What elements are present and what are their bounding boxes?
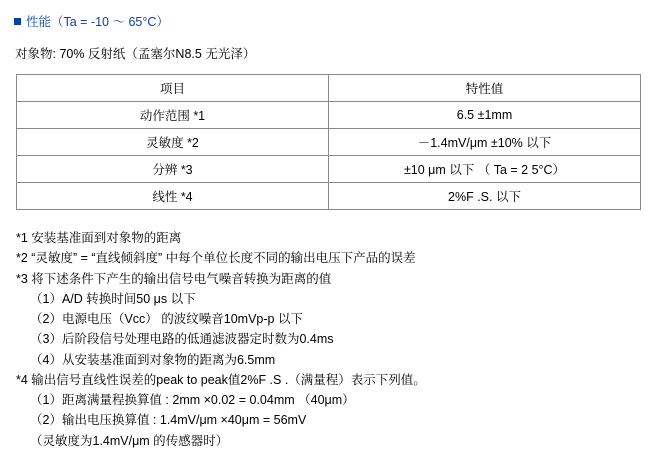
column-header-value: 特性值 xyxy=(329,75,641,102)
footnote-line: （2）电源电压（Vcc） 的波纹噪音10mVp-p 以下 xyxy=(30,312,303,326)
table-row xyxy=(17,156,641,183)
section-heading-text: 性能（Ta = -10 ～ 65°C） xyxy=(26,15,169,29)
cell-item: 动作范围 *1 xyxy=(17,102,329,129)
table-body xyxy=(17,102,641,210)
footnote-line: （1）距离满量程换算值 : 2mm ×0.02 = 0.04mm （40μm） xyxy=(30,393,355,407)
footnote-line: *2 “灵敏度” = “直线倾斜度” 中每个单位长度不同的输出电压下产品的误差 xyxy=(16,251,416,266)
column-header-item: 项目 xyxy=(17,75,329,102)
square-bullet-icon xyxy=(14,18,21,25)
footnote-line: （3）后阶段信号处理电路的低通滤波器定时数为0.4ms xyxy=(30,332,334,347)
cell-value: 2%F .S. 以下 xyxy=(329,183,641,210)
footnotes xyxy=(16,228,658,451)
cell-item: 灵敏度 *2 xyxy=(17,129,329,156)
footnote-line: *3 将下述条件下产生的输出信号电气噪音转换为距离的值 xyxy=(16,271,332,286)
footnote-line: （2）输出电压换算值 : 1.4mV/μm ×40μm = 56mV xyxy=(30,413,307,428)
table-header-row xyxy=(17,75,641,102)
table-row xyxy=(17,129,641,156)
cell-value: ±10 μm 以下 （ Ta = 2 5°C） xyxy=(329,156,641,183)
specification-table xyxy=(16,74,641,210)
table-row xyxy=(17,183,641,210)
footnote-line: （4）从安装基准面到对象物的距离为6.5mm xyxy=(30,352,276,367)
cell-value: －1.4mV/μm ±10% 以下 xyxy=(329,129,641,156)
section-heading xyxy=(14,12,658,30)
footnote-line: （1）A/D 转换时间50 μs 以下 xyxy=(30,291,196,306)
subject-line: 对象物: 70% 反射纸（孟塞尔N8.5 无光泽） xyxy=(15,47,256,61)
cell-item: 线性 *4 xyxy=(17,183,329,210)
cell-item: 分辨 *3 xyxy=(17,156,329,183)
footnote-line: *1 安装基准面到对象物的距离 xyxy=(16,231,182,245)
cell-value: 6.5 ±1mm xyxy=(329,102,641,129)
footnote-line: （灵敏度为1.4mV/μm 的传感器时） xyxy=(30,433,229,448)
footnote-line: *4 输出信号直线性误差的peak to peak值2%F .S .（满量程）表示下列值。 xyxy=(16,372,426,387)
table-row xyxy=(17,102,641,129)
